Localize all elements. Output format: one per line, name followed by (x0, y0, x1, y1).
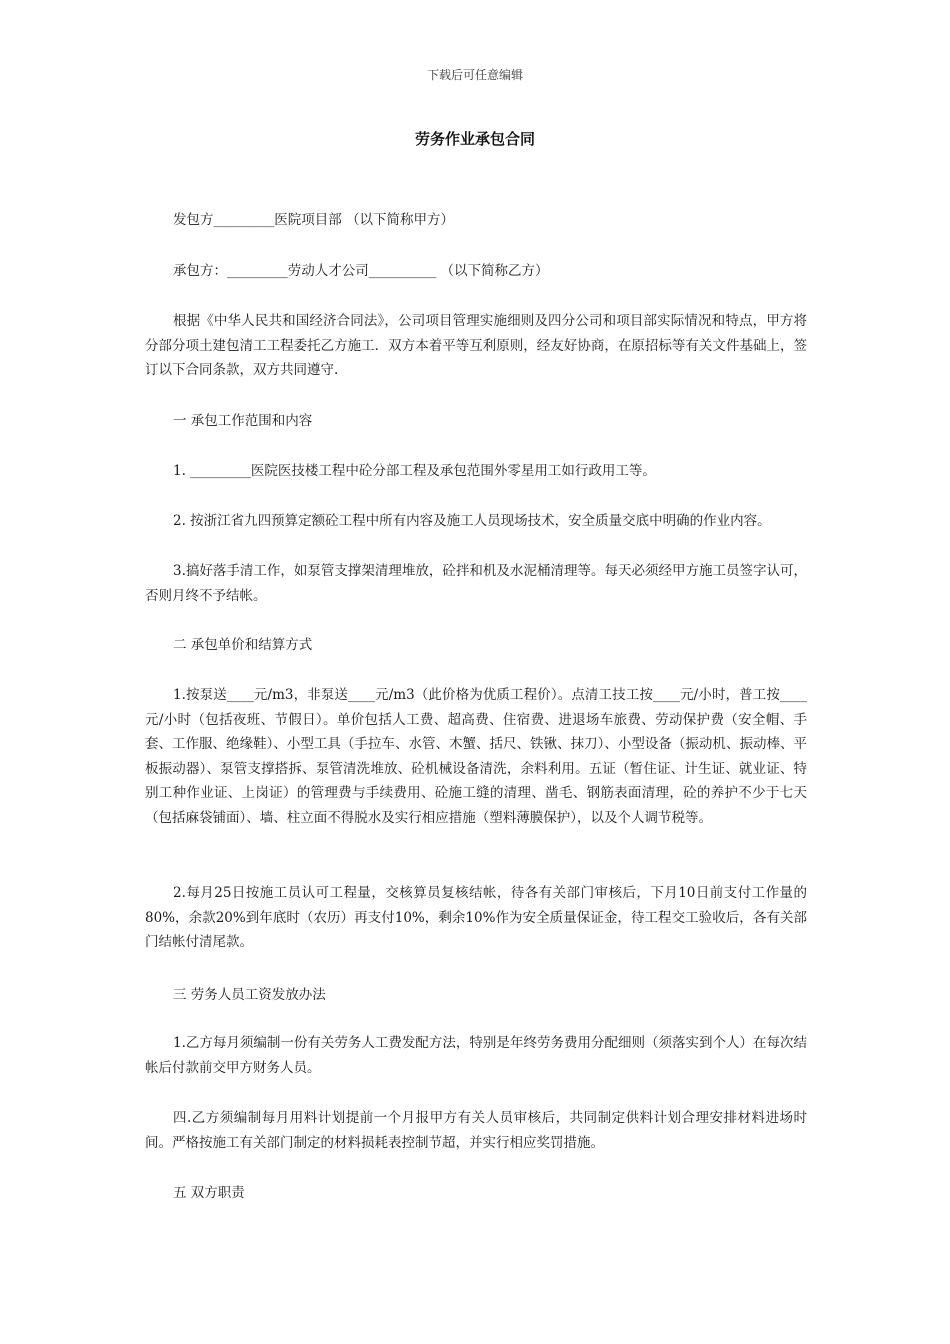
section-2-item-1: 1.按泵送____元/m3，非泵送____元/m3（此价格为优质工程价）。点清工技工按____元/小时，普工按____元/小时（包括夜班、节假日）。单价包括人工费、超高费、住宿费、进退场车旅费、劳动保护费（安全帽、手套、工作服、绝缘鞋）、小型工具（手拉车、水管、木蟹、括尺、铁锹、抹刀）、小型设备（振动机、振动棒、平板振动器）、泵管支撑搭拆、泵管清洗堆放、砼机械设备清洗，余料利用。五证（暂住证、计生证、就业证、特别工种作业证、上岗证）的管理费与手续费用、砼施工缝的清理、凿毛、钢筋表面清理，砼的养护不少于七天（包括麻袋铺面）、墙、柱立面不得脱水及实行相应措施（塑料薄膜保护），以及个人调节税等。 (145, 687, 807, 826)
section-2-item-2: 2.每月25日按施工员认可工程量，交核算员复核结帐，待各有关部门审核后，下月10日前支付工作量的80%，余款20%到年底时（农历）再支付10%，剩余10%作为安全质量保证金，待工程交工验收后，各有关部门结帐付清尾款。 (145, 885, 807, 950)
header-note: 下载后可任意编辑 (426, 68, 523, 82)
section-1-item-3: 3.搞好落手清工作，如泵管支撑架清理堆放，砼拌和机及水泥桶清理等。每天必须经甲方施工员签字认可，否则月终不予结帐。 (145, 563, 807, 604)
section-2-heading: 二 承包单价和结算方式 (173, 637, 313, 653)
section-3-heading: 三 劳务人员工资发放办法 (173, 987, 326, 1003)
party-b-line: 承包方：_________劳动人才公司__________ （以下简称乙方） (173, 263, 549, 279)
party-a-line: 发包方_________医院项目部 （以下简称甲方） (173, 212, 455, 228)
section-1-heading: 一 承包工作范围和内容 (173, 413, 313, 429)
section-3-item-1: 1.乙方每月须编制一份有关劳务人工费发配方法，特别是年终劳务费用分配细则（须落实到个人）在每次结帐后付款前交甲方财务人员。 (145, 1035, 807, 1076)
section-4-paragraph: 四.乙方须编制每月用料计划提前一个月报甲方有关人员审核后，共同制定供料计划合理安排材料进场时间。严格按施工有关部门制定的材料损耗表控制节超，并实行相应奖罚措施。 (145, 1110, 807, 1151)
section-5-heading: 五 双方职责 (173, 1185, 245, 1201)
section-1-item-2: 2. 按浙江省九四预算定额砼工程中所有内容及施工人员现场技术，安全质量交底中明确的作业内容。 (173, 513, 771, 529)
section-1-item-1: 1. _________医院医技楼工程中砼分部工程及承包范围外零星用工如行政用工等。 (173, 463, 656, 479)
document-title: 劳务作业承包合同 (414, 130, 535, 148)
preamble-paragraph: 根据《中华人民共和国经济合同法》，公司项目管理实施细则及四分公司和项目部实际情况和特点，甲方将分部分项土建包清工工程委托乙方施工．双方本着平等互利原则，经友好协商，在原招标等有关文件基础上，签订以下合同条款，双方共同遵守. (145, 313, 807, 378)
